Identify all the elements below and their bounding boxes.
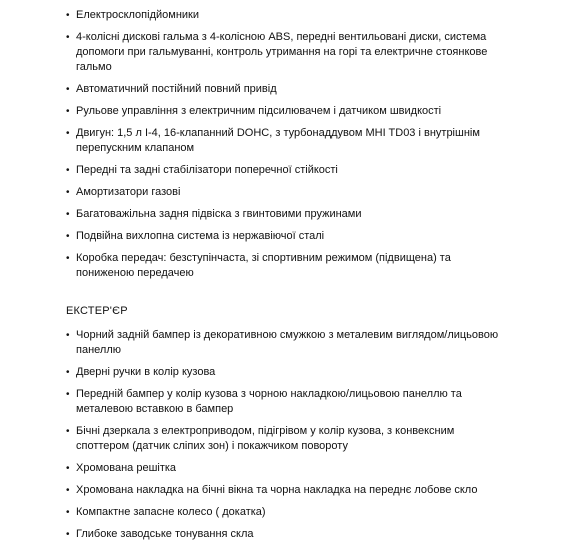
bullet-icon: • bbox=[66, 485, 70, 496]
list-item bbox=[66, 229, 506, 244]
bullet-icon: • bbox=[66, 128, 70, 139]
list-item-text: Коробка передач: безступінчаста, зі спортивним режимом (підвищена) та пониженою передачею bbox=[76, 252, 451, 279]
section-heading: ЕКСТЕР'ЄР bbox=[66, 305, 128, 317]
bullet-icon: • bbox=[66, 165, 70, 176]
list-item bbox=[66, 185, 506, 200]
bullet-icon: • bbox=[66, 463, 70, 474]
list-item-text: Глибоке заводське тонування скла bbox=[76, 528, 254, 540]
list-item-text: Хромована решітка bbox=[76, 462, 177, 474]
list-item-text: Компактне запасне колесо ( докатка) bbox=[76, 506, 266, 518]
list-item-text: Передні та задні стабілізатори поперечної стійкості bbox=[76, 164, 338, 176]
list-item-text: Рульове управління з електричним підсилювачем і датчиком швидкості bbox=[76, 105, 442, 117]
list-item bbox=[66, 163, 506, 178]
bullet-icon: • bbox=[66, 507, 70, 518]
list-item-text: Автоматичний постійний повний привід bbox=[76, 83, 277, 95]
list-item-text: Електросклопідйомники bbox=[76, 9, 199, 21]
list-item bbox=[66, 8, 506, 23]
list-item bbox=[66, 365, 506, 380]
list-item bbox=[66, 328, 506, 358]
list-item-text: Амортизатори газові bbox=[76, 186, 181, 198]
list-item bbox=[66, 126, 506, 156]
bullet-icon: • bbox=[66, 106, 70, 117]
list-item bbox=[66, 207, 506, 222]
spec-document bbox=[66, 8, 506, 549]
bullet-icon: • bbox=[66, 10, 70, 21]
bullet-icon: • bbox=[66, 426, 70, 437]
bullet-icon: • bbox=[66, 367, 70, 378]
bullet-icon: • bbox=[66, 32, 70, 43]
list-item-text: Багатоважільна задня підвіска з гвинтовими пружинами bbox=[76, 208, 362, 220]
list-item bbox=[66, 82, 506, 97]
list-item bbox=[66, 251, 506, 281]
list-item bbox=[66, 461, 506, 476]
list-item-text: Бічні дзеркала з електроприводом, підігрівом у колір кузова, з конвексним споттером (датчик сліпих зон) і покажчиком повороту bbox=[76, 425, 455, 452]
list-item bbox=[66, 505, 506, 520]
bullet-icon: • bbox=[66, 253, 70, 264]
list-item-text: Передній бампер у колір кузова з чорною накладкою/лицьовою панеллю та металевою вставкою в бампер bbox=[76, 388, 462, 415]
bullet-icon: • bbox=[66, 529, 70, 540]
list-item-text: 4-колісні дискові гальма з 4-колісною ABS, передні вентильовані диски, система допомоги при гальмуванні, контроль утримання на горі та електричне стоянкове гальмо bbox=[76, 31, 488, 73]
list-item-text: Дверні ручки в колір кузова bbox=[76, 366, 216, 378]
list-item bbox=[66, 483, 506, 498]
list-item bbox=[66, 387, 506, 417]
bullet-icon: • bbox=[66, 209, 70, 220]
bullet-icon: • bbox=[66, 84, 70, 95]
bullet-icon: • bbox=[66, 187, 70, 198]
list-item bbox=[66, 424, 506, 454]
list-item bbox=[66, 527, 506, 542]
list-item bbox=[66, 104, 506, 119]
list-item-text: Чорний задній бампер із декоративною смужкою з металевим виглядом/лицьовою панеллю bbox=[76, 329, 499, 356]
list-item-text: Подвійна вихлопна система із нержавіючої сталі bbox=[76, 230, 325, 242]
list-item-text: Двигун: 1,5 л I-4, 16-клапанний DOHC, з турбонаддувом MHI TD03 і внутрішнім перепускним клапаном bbox=[76, 127, 480, 154]
section-spacer bbox=[66, 288, 506, 304]
bullet-icon: • bbox=[66, 389, 70, 400]
list-item-text: Хромована накладка на бічні вікна та чорна накладка на переднє лобове скло bbox=[76, 484, 478, 496]
list-item bbox=[66, 30, 506, 75]
bullet-icon: • bbox=[66, 231, 70, 242]
bullet-icon: • bbox=[66, 330, 70, 341]
